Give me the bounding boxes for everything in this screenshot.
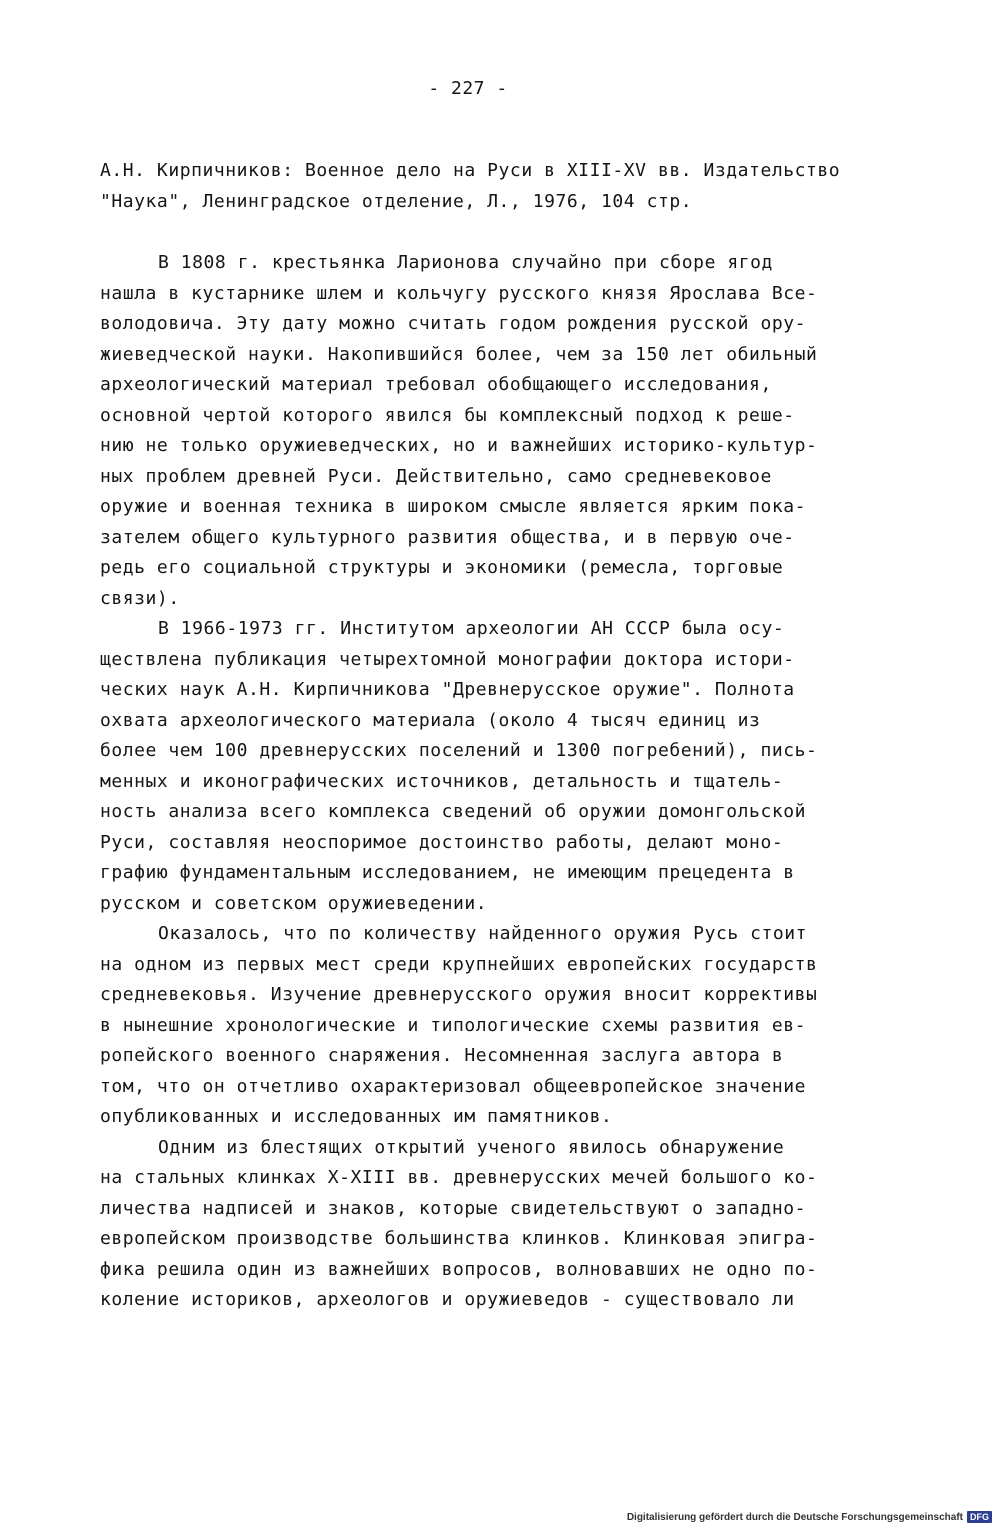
- paragraph-line: археологический материал требовал обобщающего исследования,: [100, 374, 772, 395]
- paragraph-line: ность анализа всего комплекса сведений об оружии домонгольской: [100, 801, 806, 822]
- paragraph-line: Руси, составляя неоспоримое достоинство работы, делают моно-: [100, 832, 784, 853]
- page-number: - 227 -: [428, 78, 508, 99]
- paragraph-line: том, что он отчетливо охарактеризовал общеевропейское значение: [100, 1076, 806, 1097]
- paragraph-line: ществлена публикация четырехтомной монографии доктора истори-: [100, 649, 795, 670]
- paragraph-line: зателем общего культурного развития общества, и в первую оче-: [100, 527, 795, 548]
- footer-text: Digitalisierung gefördert durch die Deutsche Forschungsgemeinschaft: [626, 1511, 963, 1523]
- paragraph-line: опубликованных и исследованных им памятников.: [100, 1106, 613, 1127]
- paragraph-line: коление историков, археологов и оружиеведов - существовало ли: [100, 1289, 795, 1310]
- paragraph-line: Одним из блестящих открытий ученого явилось обнаружение: [158, 1137, 785, 1158]
- paragraph-line: в нынешние хронологические и типологические схемы развития ев-: [100, 1015, 806, 1036]
- paragraph-line: володовича. Эту дату можно считать годом рождения русской ору-: [100, 313, 806, 334]
- paragraph-line: Оказалось, что по количеству найденного оружия Русь стоит: [158, 923, 808, 944]
- paragraph-line: редь его социальной структуры и экономики (ремесла, торговые: [100, 557, 784, 578]
- paragraph-line: связи).: [100, 588, 180, 609]
- paragraph-line: ропейского военного снаряжения. Несомненная заслуга автора в: [100, 1045, 784, 1066]
- digitization-footer: [627, 1511, 992, 1523]
- paragraph-line: охвата археологического материала (около 4 тысяч единиц из: [100, 710, 761, 731]
- paragraph-line: основной чертой которого явился бы комплексный подход к реше-: [100, 405, 795, 426]
- paragraph-line: жиеведческой науки. Накопившийся более, чем за 150 лет обильный: [100, 344, 818, 365]
- paragraph-line: личества надписей и знаков, которые свидетельствуют о западно-: [100, 1198, 806, 1219]
- paragraph-line: ческих наук А.Н. Кирпичникова "Древнерусское оружие". Полнота: [100, 679, 795, 700]
- paragraph-line: графию фундаментальным исследованием, не имеющим прецедента в: [100, 862, 795, 883]
- paragraph-line: европейском производстве большинства клинков. Клинковая эпигра-: [100, 1228, 818, 1249]
- paragraph-line: нашла в кустарнике шлем и кольчугу русского князя Ярослава Все-: [100, 283, 818, 304]
- paragraph-line: менных и иконографических источников, детальность и тщатель-: [100, 771, 784, 792]
- paragraph-line: В 1966-1973 гг. Институтом археологии АН СССР была осу-: [158, 618, 785, 639]
- paragraph-line: фика решила один из важнейших вопросов, волновавших не одно по-: [100, 1259, 818, 1280]
- heading-line: "Наука", Ленинградское отделение, Л., 1976, 104 стр.: [100, 191, 693, 212]
- paragraph-line: русском и советском оружиеведении.: [100, 893, 488, 914]
- heading-line: А.Н. Кирпичников: Военное дело на Руси в XIII-XV вв. Издательство: [100, 160, 841, 181]
- paragraph-line: на одном из первых мест среди крупнейших европейских государств: [100, 954, 818, 975]
- paragraph-line: средневековья. Изучение древнерусского оружия вносит коррективы: [100, 984, 818, 1005]
- paragraph-line: оружие и военная техника в широком смысле является ярким пока-: [100, 496, 806, 517]
- paragraph-line: на стальных клинках X-XIII вв. древнерусских мечей большого ко-: [100, 1167, 818, 1188]
- paragraph-line: ных проблем древней Руси. Действительно, само средневековое: [100, 466, 772, 487]
- paragraph-line: нию не только оружиеведческих, но и важнейших историко-культур-: [100, 435, 818, 456]
- paragraph-line: В 1808 г. крестьянка Ларионова случайно при сборе ягод: [158, 252, 773, 273]
- paragraph-line: более чем 100 древнерусских поселений и 1300 погребений), пись-: [100, 740, 818, 761]
- dfg-logo: DFG: [967, 1511, 992, 1523]
